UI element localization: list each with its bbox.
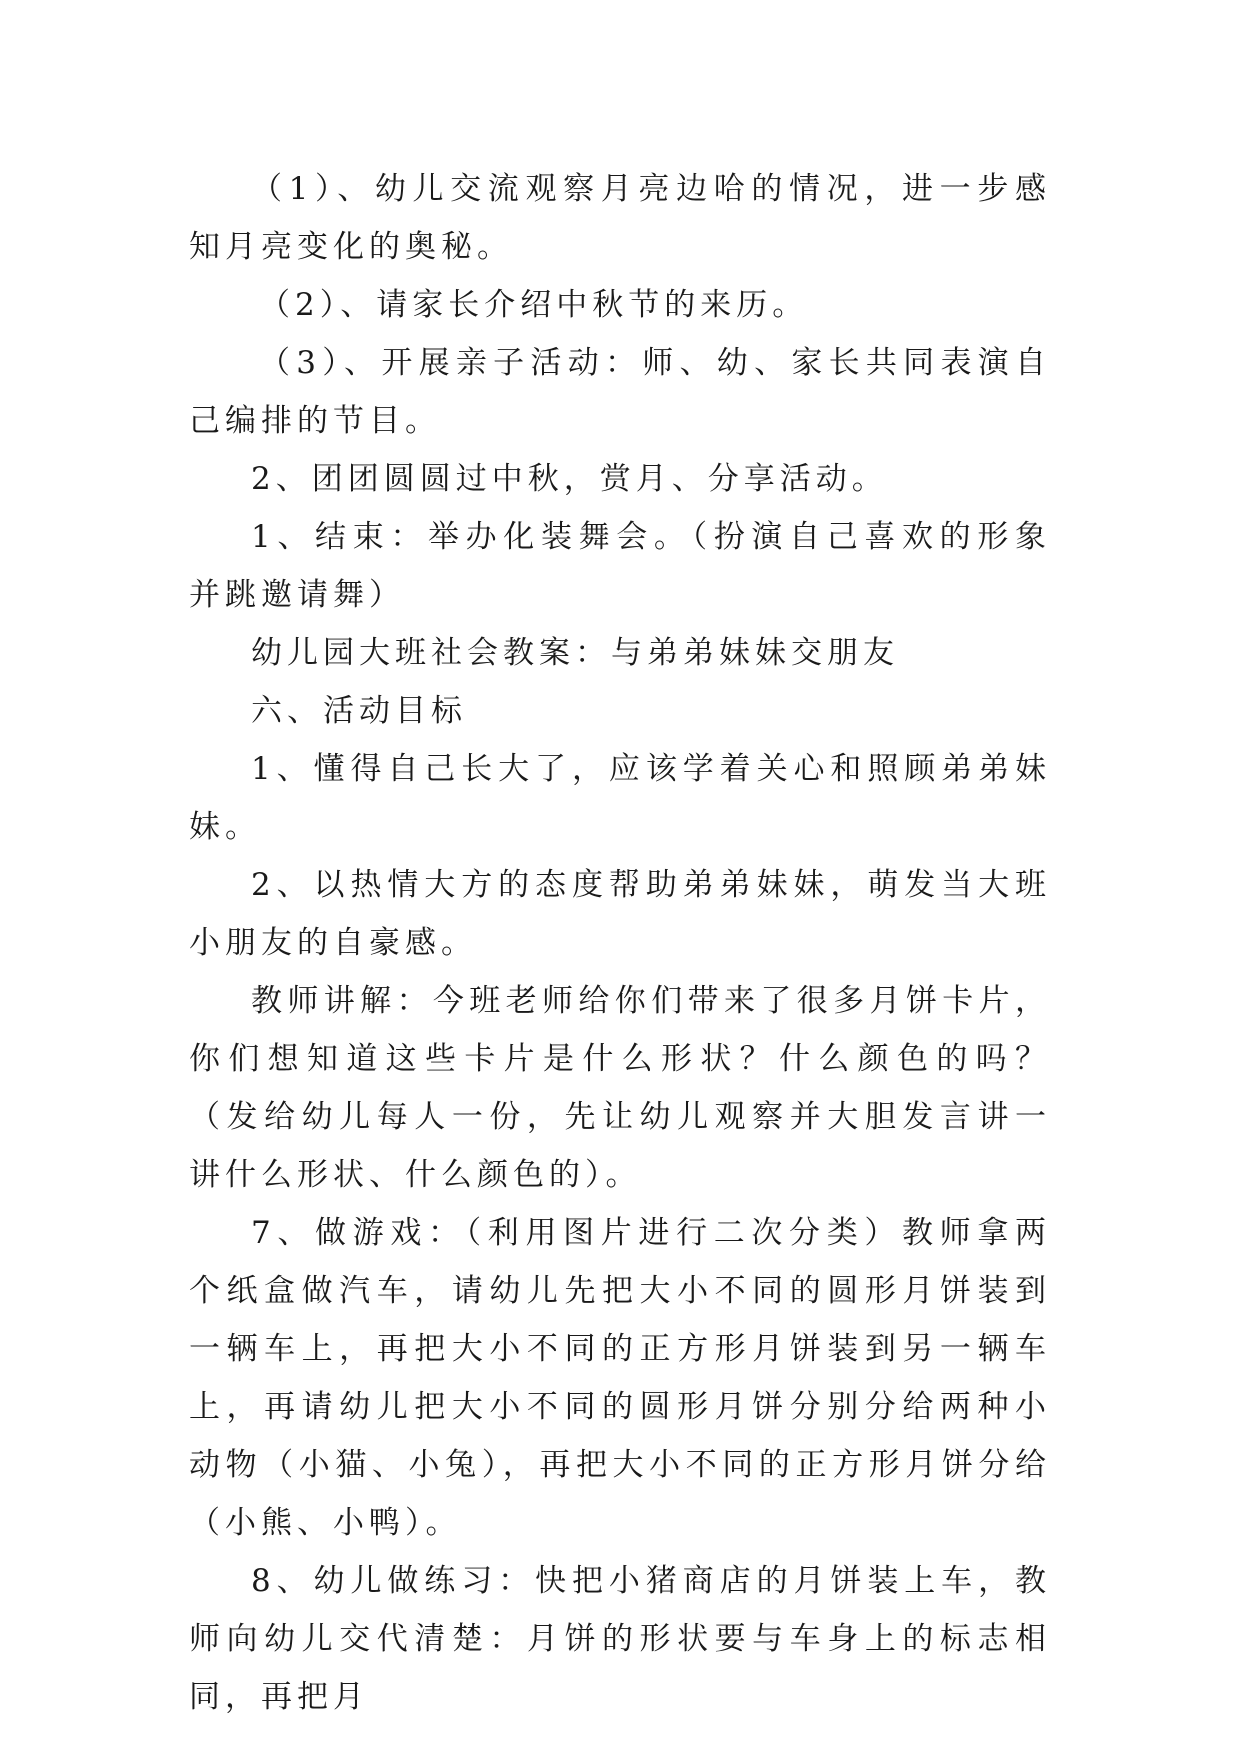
paragraph-1: （1）、幼儿交流观察月亮边哈的情况，进一步感知月亮变化的奥秘。 xyxy=(189,171,1051,265)
paragraph-10: 教师讲解：今班老师给你们带来了很多月饼卡片，你们想知道这些卡片是什么形状？什么颜色的吗？（发给幼儿每人一份，先让幼儿观察并大胆发言讲一讲什么形状、什么颜色的）。 xyxy=(189,983,1051,1193)
paragraph-3: （3）、开展亲子活动：师、幼、家长共同表演自己编排的节目。 xyxy=(189,345,1051,439)
paragraph-8: 1、懂得自己长大了，应该学着关心和照顾弟弟妹妹。 xyxy=(189,751,1051,845)
paragraph-4: 2、团团圆圆过中秋，赏月、分享活动。 xyxy=(251,461,888,497)
section-title: 幼儿园大班社会教案：与弟弟妹妹交朋友 xyxy=(251,635,899,671)
paragraph-12: 8、幼儿做练习：快把小猪商店的月饼装上车，教师向幼儿交代清楚：月饼的形状要与车身上的标志相同，再把月 xyxy=(189,1563,1051,1715)
paragraph-5: 1、结束：举办化装舞会。（扮演自己喜欢的形象并跳邀请舞） xyxy=(189,519,1051,613)
document-body xyxy=(189,160,1051,1726)
paragraph-9: 2、以热情大方的态度帮助弟弟妹妹，萌发当大班小朋友的自豪感。 xyxy=(189,867,1051,961)
paragraph-11: 7、做游戏：（利用图片进行二次分类）教师拿两个纸盒做汽车，请幼儿先把大小不同的圆形月饼装到一辆车上，再把大小不同的正方形月饼装到另一辆车上，再请幼儿把大小不同的圆形月饼分别分给两种小动物（小猫、小兔），再把大小不同的正方形月饼分给（小熊、小鸭）。 xyxy=(189,1215,1051,1541)
paragraph-2: （2）、请家长介绍中秋节的来历。 xyxy=(259,287,809,323)
subsection-heading: 六、活动目标 xyxy=(251,693,467,729)
